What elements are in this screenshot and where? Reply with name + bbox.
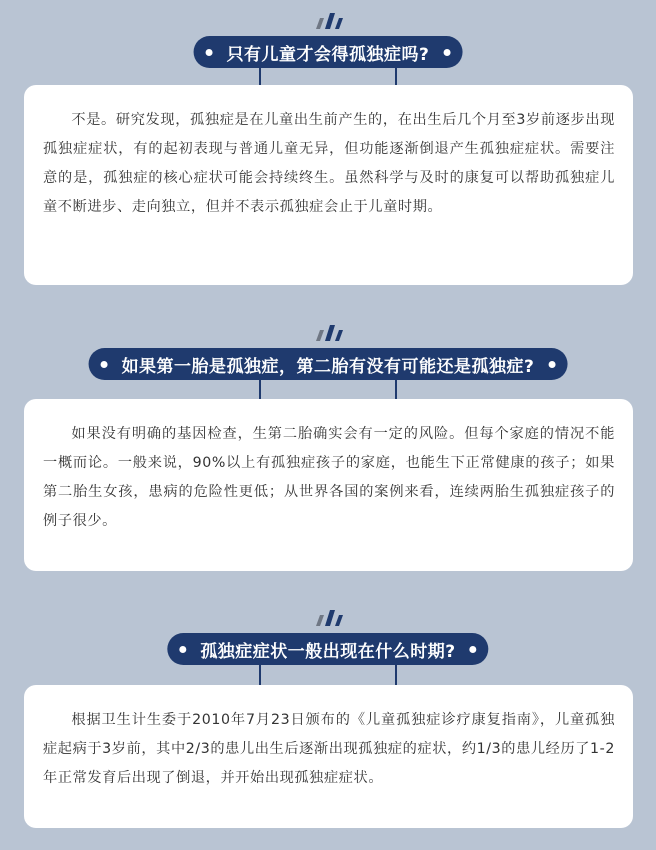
answer-text: 如果没有明确的基因检查，生第二胎确实会有一定的风险。但每个家庭的情况不能一概而论。一般来说，90%以上有孤独症孩子的家庭，也能生下正常健康的孩子；如果第二胎生女孩，患病的危险性更低；从世界各国的案例来看，连续两胎生孤独症孩子的例子很少。 [43, 426, 615, 529]
bullet-dot-icon [101, 361, 108, 368]
slash-decoration-icon [0, 322, 656, 344]
question-pill [89, 348, 568, 380]
slash-decoration-icon [0, 607, 656, 629]
bullet-dot-icon [443, 49, 450, 56]
answer-text: 根据卫生计生委于2010年7月23日颁布的《儿童孤独症诊疗康复指南》，儿童孤独症起病于3岁前，其中2/3的患儿出生后逐渐出现孤独症的症状，约1/3的患儿经历了1-2年正常发育后出现了倒退，并开始出现孤独症症状。 [43, 712, 615, 786]
answer-card [24, 399, 633, 571]
bullet-dot-icon [470, 646, 477, 653]
bullet-dot-icon [548, 361, 555, 368]
answer-text: 不是。研究发现，孤独症是在儿童出生前产生的，在出生后几个月至3岁前逐步出现孤独症症状，有的起初表现与普通儿童无异，但功能逐渐倒退产生孤独症症状。需要注意的是，孤独症的核心症状可能会持续终生。虽然科学与及时的康复可以帮助孤独症儿童不断进步、走向独立，但并不表示孤独症会止于儿童时期。 [43, 112, 615, 215]
question-pill [194, 36, 463, 68]
question-pill [167, 633, 488, 665]
question-title: 孤独症症状一般出现在什么时期? [200, 641, 456, 662]
answer-card [24, 85, 633, 285]
question-title: 只有儿童才会得孤独症吗? [226, 44, 430, 65]
bullet-dot-icon [206, 49, 213, 56]
slash-decoration-icon [0, 10, 656, 32]
question-title: 如果第一胎是孤独症，第二胎有没有可能还是孤独症? [121, 356, 535, 377]
bullet-dot-icon [179, 646, 186, 653]
answer-card [24, 685, 633, 828]
